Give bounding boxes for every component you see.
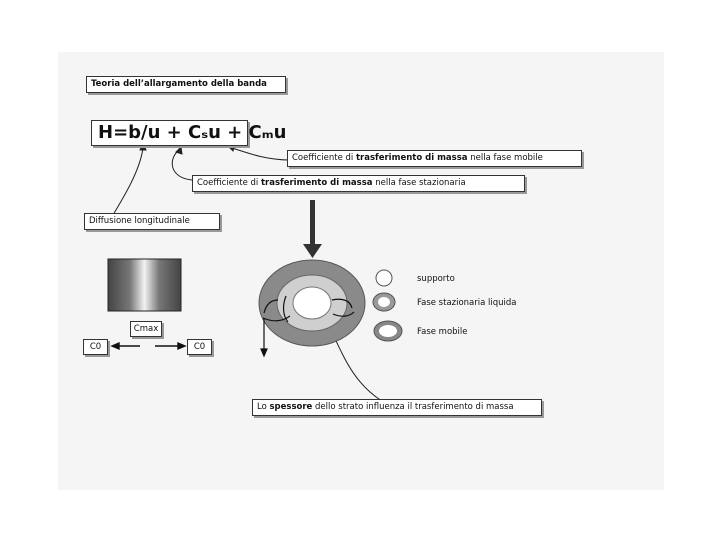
legend-mobile-swatch [374, 321, 402, 341]
pointer-arrow-cs [176, 147, 182, 154]
band-gradient [108, 259, 181, 311]
formula-text: H=b/u + Cₛu + Cₘu [98, 122, 287, 143]
c0-right-label: C0 [193, 342, 206, 352]
legend-supporto-swatch [376, 270, 392, 286]
callout-thickness [252, 399, 542, 416]
big-down-arrow [303, 200, 322, 258]
legend-supporto-label: supporto [417, 274, 455, 284]
callout-diffusion-text: Diffusione longitudinale [89, 216, 190, 226]
callout-stationary-post: nella fase stazionaria [372, 178, 466, 188]
legend-mobile-label: Fase mobile [417, 327, 468, 337]
c0-arrows [112, 343, 185, 349]
title-text: Teoria dell’allargamento della banda [91, 79, 267, 89]
callout-mobile-post: nella fase mobile [467, 153, 543, 163]
c0-left-label: C0 [89, 342, 102, 352]
callout-mobile-pre: Coefficiente di [292, 153, 356, 163]
title-box [86, 76, 286, 93]
cmax-label: Cmax [133, 324, 159, 334]
c0-right-box [187, 339, 212, 355]
formula-box [91, 120, 287, 146]
callout-stationary-bold: trasferimento di massa [260, 178, 373, 188]
callout-diffusion [84, 213, 220, 230]
callout-thickness-pre: Lo [257, 402, 270, 412]
callout-thickness-bold: spessore [269, 402, 313, 412]
callout-stationary-phase [192, 175, 525, 192]
callout-stationary-pre: Coefficiente di [197, 178, 261, 188]
callout-mobile-bold: trasferimento di massa [355, 153, 468, 163]
callout-thickness-post: dello strato influenza il trasferimento di massa [312, 402, 514, 412]
c0-left-box [83, 339, 108, 355]
legend-stazionaria-swatch [373, 293, 395, 311]
callout-mobile-phase [287, 150, 582, 167]
cmax-box [130, 321, 162, 337]
legend-stazionaria-label: Fase stazionaria liquida [417, 298, 517, 308]
